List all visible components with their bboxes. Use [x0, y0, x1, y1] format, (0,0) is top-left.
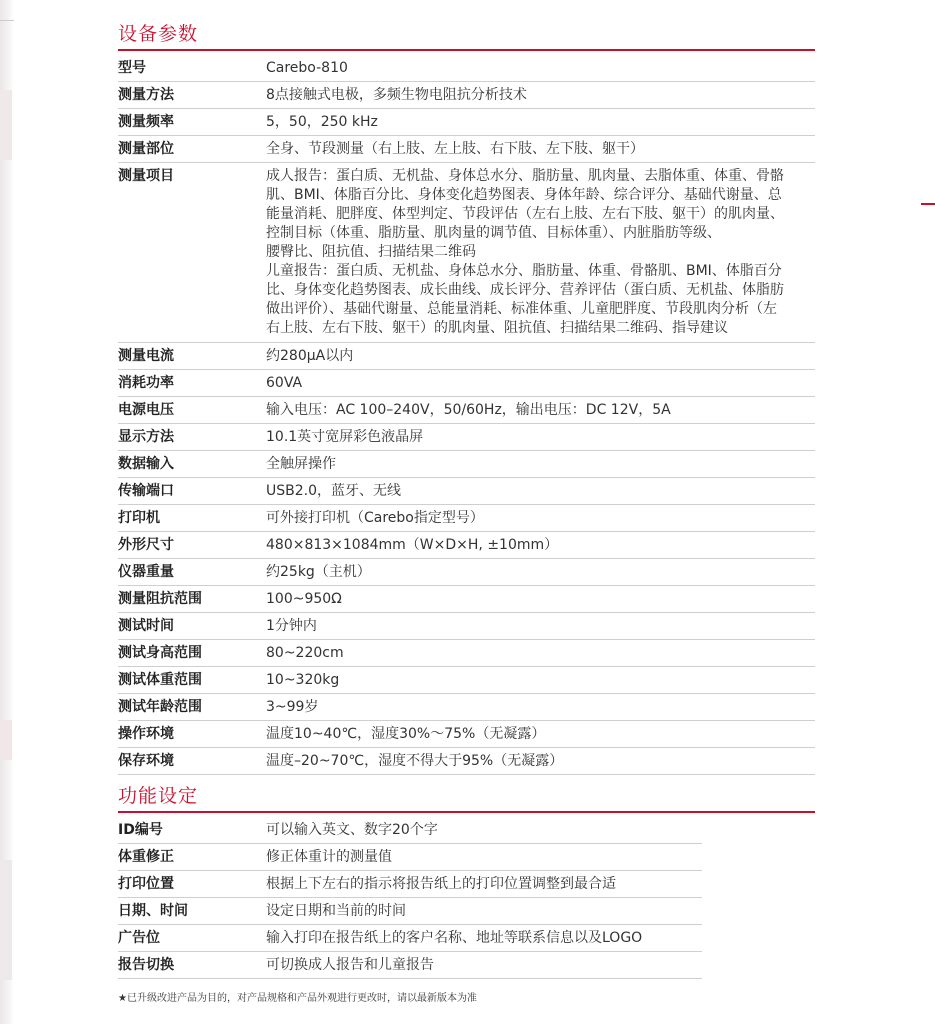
row-label: 仪器重量 [118, 564, 174, 580]
row-label: 测试时间 [118, 618, 174, 634]
table-row [118, 844, 702, 871]
row-value: 修正体重计的测量值 [266, 849, 392, 865]
table-row [118, 871, 702, 898]
table-row [118, 559, 815, 586]
row-value: 根据上下左右的指示将报告纸上的打印位置调整到最合适 [266, 876, 616, 892]
row-label: 测试年龄范围 [118, 699, 202, 715]
row-value: 5，50，250 kHz [266, 114, 378, 130]
row-label: 广告位 [118, 930, 160, 946]
row-value: 设定日期和当前的时间 [266, 903, 406, 919]
functions-section-title: 功能设定 [118, 785, 199, 807]
table-row [118, 55, 815, 82]
row-label: 保存环境 [118, 753, 174, 769]
row-label: 传输端口 [118, 483, 174, 499]
table-row [118, 478, 815, 505]
row-label: 测量部位 [118, 141, 174, 157]
row-value: 1分钟内 [266, 618, 317, 634]
functions-table [118, 817, 702, 979]
table-row [118, 109, 815, 136]
row-value: 可以输入英文、数字20个字 [266, 822, 438, 838]
table-row [118, 451, 815, 478]
row-value: 100~950Ω [266, 591, 342, 607]
table-row [118, 694, 815, 721]
table-row [118, 136, 815, 163]
left-page-edge [0, 0, 14, 1024]
table-row [118, 721, 815, 748]
table-row [118, 817, 702, 844]
row-value: 约25kg（主机） [266, 564, 371, 580]
row-value: 60VA [266, 375, 303, 391]
table-row [118, 82, 815, 109]
row-label: 测量阻抗范围 [118, 591, 202, 607]
row-label: 测量项目 [118, 168, 174, 184]
row-value: 可切换成人报告和儿童报告 [266, 957, 434, 973]
row-value: 全身、节段测量（右上肢、左上肢、右下肢、左下肢、躯干） [266, 141, 644, 157]
row-label: 外形尺寸 [118, 537, 174, 553]
row-label: 报告切换 [118, 957, 174, 973]
footnote: ★已升级改进产品为目的，对产品规格和产品外观进行更改时，请以最新版本为准 [118, 993, 477, 1004]
row-value: 3~99岁 [266, 699, 319, 715]
row-label: 测量电流 [118, 348, 174, 364]
functions-section-rule [118, 811, 815, 813]
row-label: 消耗功率 [118, 375, 174, 391]
table-row [118, 898, 702, 925]
row-label: 测试身高范围 [118, 645, 202, 661]
row-value: Carebo-810 [266, 60, 348, 76]
row-label: 日期、时间 [118, 903, 188, 919]
table-row [118, 640, 815, 667]
row-value: USB2.0，蓝牙、无线 [266, 483, 402, 499]
table-row [118, 532, 815, 559]
params-section-rule [118, 49, 815, 51]
row-label: 测量方法 [118, 87, 174, 103]
table-row [118, 370, 815, 397]
table-row [118, 343, 815, 370]
table-row [118, 613, 815, 640]
row-label: 显示方法 [118, 429, 174, 445]
table-row [118, 586, 815, 613]
row-label: 电源电压 [118, 402, 174, 418]
table-row [118, 397, 815, 424]
row-value: 输入电压：AC 100–240V，50/60Hz，输出电压：DC 12V，5A [266, 402, 671, 418]
params-section-title: 设备参数 [118, 23, 199, 45]
row-label: 型号 [118, 60, 146, 76]
row-value: 480×813×1084mm（W×D×H, ±10mm） [266, 537, 559, 553]
params-table [118, 55, 815, 775]
table-row [118, 505, 815, 532]
row-label: ID编号 [118, 822, 163, 838]
row-value: 温度–20~70℃，湿度不得大于95%（无凝露） [266, 753, 564, 769]
table-row [118, 748, 815, 775]
row-value: 温度10~40℃，湿度30%～75%（无凝露） [266, 726, 546, 742]
row-value: 可外接打印机（Carebo指定型号） [266, 510, 484, 526]
row-value: 8点接触式电极，多频生物电阻抗分析技术 [266, 87, 527, 103]
table-row [118, 163, 815, 343]
table-row [118, 424, 815, 451]
row-label: 操作环境 [118, 726, 174, 742]
table-row [118, 952, 702, 979]
row-label: 测量频率 [118, 114, 174, 130]
edge-tick [0, 20, 14, 21]
row-label: 打印机 [118, 510, 160, 526]
row-label: 体重修正 [118, 849, 174, 865]
row-value: 全触屏操作 [266, 456, 336, 472]
table-row [118, 667, 815, 694]
table-row [118, 925, 702, 952]
row-label: 数据输入 [118, 456, 174, 472]
row-label: 测试体重范围 [118, 672, 202, 688]
row-value: 成人报告：蛋白质、无机盐、身体总水分、脂肪量、肌肉量、去脂体重、体重、骨骼 肌、BMI、体脂百分比、身体变化趋势图表、身体年龄、综合评分、基础代谢量、总 能量消耗、肥胖度、体型判定、节段评估（左右上肢、左右下肢、躯干）的肌肉量、 控制目标（体重、脂肪量、肌肉量的调节值、目标体重）、内脏脂肪等级、 腰臀比、阻抗值、扫描结果二维码 儿童报告：蛋白质、无机盐、身体总水分、脂肪量、体重、骨骼肌、BMI、体脂百分 比、身体变化趋势图表、成长曲线、成长评分、营养评估（蛋白质、无机盐、体脂肪 做出评价）、基础代谢量、总能量消耗、标准体重、儿童肥胖度、节段肌肉分析（左 右上肢、左右下肢、躯干）的肌肉量、阻抗值、扫描结果二维码、指导建议 [266, 168, 784, 336]
row-value: 10~320kg [266, 672, 340, 688]
row-value: 输入打印在报告纸上的客户名称、地址等联系信息以及LOGO [266, 930, 643, 946]
row-label: 打印位置 [118, 876, 174, 892]
row-value: 80~220cm [266, 645, 344, 661]
row-value: 10.1英寸宽屏彩色液晶屏 [266, 429, 424, 445]
row-value: 约280μA以内 [266, 348, 354, 364]
side-marker [921, 203, 935, 205]
